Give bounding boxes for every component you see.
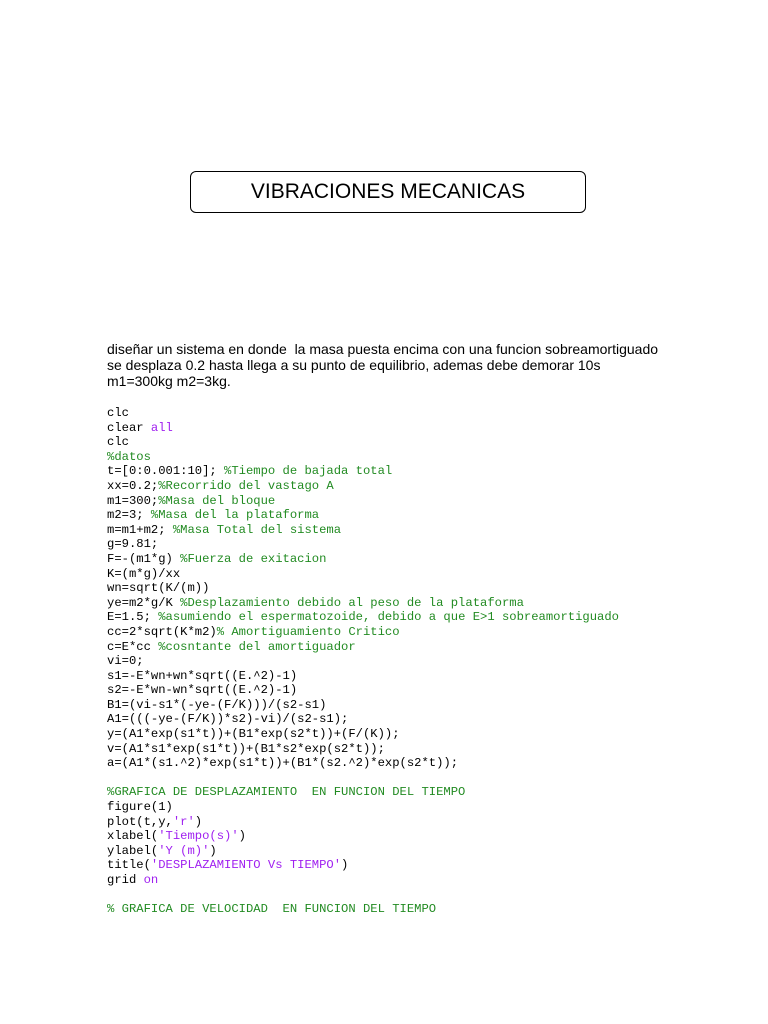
code-token-code: grid (107, 873, 144, 887)
code-blank-line (107, 771, 747, 786)
code-line (107, 756, 747, 771)
problem-statement-line: m1=300kg m2=3kg. (107, 373, 231, 389)
code-line (107, 464, 747, 479)
code-token-code: g=9.81; (107, 537, 159, 552)
code-line (107, 712, 747, 727)
code-token-code: xx=0.2; (107, 478, 159, 493)
code-token-code: a=(A1*(s1.^2)*exp(s1*t))+(B1*(s2.^2)*exp(s2*t)); (107, 756, 459, 771)
code-token-code: clear (107, 420, 151, 435)
problem-statement-line: se desplaza 0.2 hasta llega a su punto de equilibrio, ademas debe demorar 10s (107, 357, 601, 373)
code-token-code: ) (209, 843, 217, 858)
code-line (107, 858, 747, 873)
code-line (107, 873, 747, 888)
code-line (107, 727, 747, 742)
page-title: VIBRACIONES MECANICAS (250, 180, 526, 203)
code-token-comment: %asumiendo el espermatozoide, debido a que E>1 sobreamortiguado (158, 610, 619, 625)
code-line (107, 406, 747, 421)
code-line (107, 669, 747, 684)
code-line (107, 829, 747, 844)
code-line (107, 844, 747, 859)
title-box (190, 171, 586, 213)
code-line (107, 421, 747, 436)
code-token-code: s2=-E*wn-wn*sqrt((E.^2)-1) (107, 683, 298, 698)
code-line (107, 494, 747, 509)
code-token-code: plot(t,y, (107, 814, 173, 829)
code-line (107, 683, 747, 698)
code-token-keyword: all (150, 420, 173, 435)
code-token-code: K=(m*g)/xx (107, 566, 181, 581)
code-token-code: clc (107, 406, 129, 420)
code-token-string: 'Tiempo(s)' (158, 829, 239, 844)
code-line (107, 640, 747, 655)
code-token-comment: %datos (107, 449, 151, 464)
problem-statement-line: diseñar un sistema en donde la masa puesta encima con una funcion sobreamortiguado (107, 341, 659, 357)
code-line (107, 435, 747, 450)
code-token-code: E=1.5; (107, 610, 159, 625)
code-token-code: ye=m2*g/K (107, 595, 181, 610)
code-token-comment: %Desplazamiento debido al peso de la plataforma (180, 595, 524, 610)
code-line (107, 596, 747, 611)
code-token-comment: %Masa del la plataforma (150, 508, 320, 523)
code-line (107, 698, 747, 713)
code-token-code: figure(1) (107, 800, 173, 815)
code-token-code: v=(A1*s1*exp(s1*t))+(B1*s2*exp(s2*t)); (107, 741, 385, 756)
code-token-code: y=(A1*exp(s1*t))+(B1*exp(s2*t))+(F/(K)); (107, 727, 400, 742)
code-token-string: 'r' (172, 814, 195, 829)
code-token-code: A1=(((-ye-(F/K))*s2)-vi)/(s2-s1); (107, 712, 349, 727)
code-token-code: ) (238, 829, 246, 844)
code-line (107, 552, 747, 567)
code-token-code: B1=(vi-s1*(-ye-(F/K)))/(s2-s1) (107, 697, 327, 712)
code-line (107, 479, 747, 494)
code-line (107, 654, 747, 669)
code-token-code: title( (107, 858, 151, 873)
code-token-code: c=E*cc (107, 639, 159, 654)
code-line (107, 785, 747, 800)
code-token-code: s1=-E*wn+wn*sqrt((E.^2)-1) (107, 668, 298, 683)
code-line (107, 508, 747, 523)
code-token-comment: %GRAFICA DE DESPLAZAMIENTO EN FUNCION DEL TIEMPO (107, 785, 466, 800)
code-token-code: ) (194, 814, 203, 829)
code-line (107, 800, 747, 815)
code-token-code: xlabel( (107, 829, 159, 844)
code-token-code: ylabel( (107, 843, 159, 858)
code-token-comment: %cosntante del amortiguador (158, 639, 356, 654)
code-line (107, 815, 747, 830)
code-token-code: wn=sqrt(K/(m)) (107, 581, 210, 596)
code-token-comment: % GRAFICA DE VELOCIDAD EN FUNCION DEL TIEMPO (107, 902, 437, 917)
code-token-comment: %Masa Total del sistema (172, 522, 342, 537)
code-line (107, 523, 747, 538)
code-token-code: cc=2*sqrt(K*m2) (107, 624, 217, 639)
code-line (107, 742, 747, 757)
code-token-code: clc (107, 435, 129, 450)
code-line (107, 567, 747, 582)
code-token-code: F=-(m1*g) (107, 551, 181, 566)
code-token-code: m2=3; (107, 508, 151, 523)
code-token-comment: %Masa del bloque (158, 493, 276, 508)
code-line (107, 625, 747, 640)
code-line (107, 902, 747, 917)
code-token-code: m=m1+m2; (107, 522, 173, 537)
code-token-comment: % Amortiguamiento Critico (216, 624, 400, 639)
code-token-comment: %Recorrido del vastago A (158, 478, 334, 493)
code-token-string: 'Y (m)' (158, 843, 210, 858)
code-token-code: t=[0:0.001:10]; (107, 464, 225, 479)
code-token-comment: %Tiempo de bajada total (224, 464, 393, 479)
code-token-code: vi=0; (107, 654, 144, 669)
matlab-code-block (107, 406, 747, 917)
code-blank-line (107, 888, 747, 903)
code-line (107, 610, 747, 625)
code-token-keyword: on (143, 873, 159, 887)
code-token-code: m1=300; (107, 493, 159, 508)
code-line (107, 581, 747, 596)
problem-statement (107, 341, 677, 389)
code-line (107, 450, 747, 465)
code-token-code: ) (341, 858, 349, 873)
code-token-string: 'DESPLAZAMIENTO Vs TIEMPO' (150, 858, 342, 873)
code-line (107, 537, 747, 552)
code-token-comment: %Fuerza de exitacion (180, 551, 327, 566)
